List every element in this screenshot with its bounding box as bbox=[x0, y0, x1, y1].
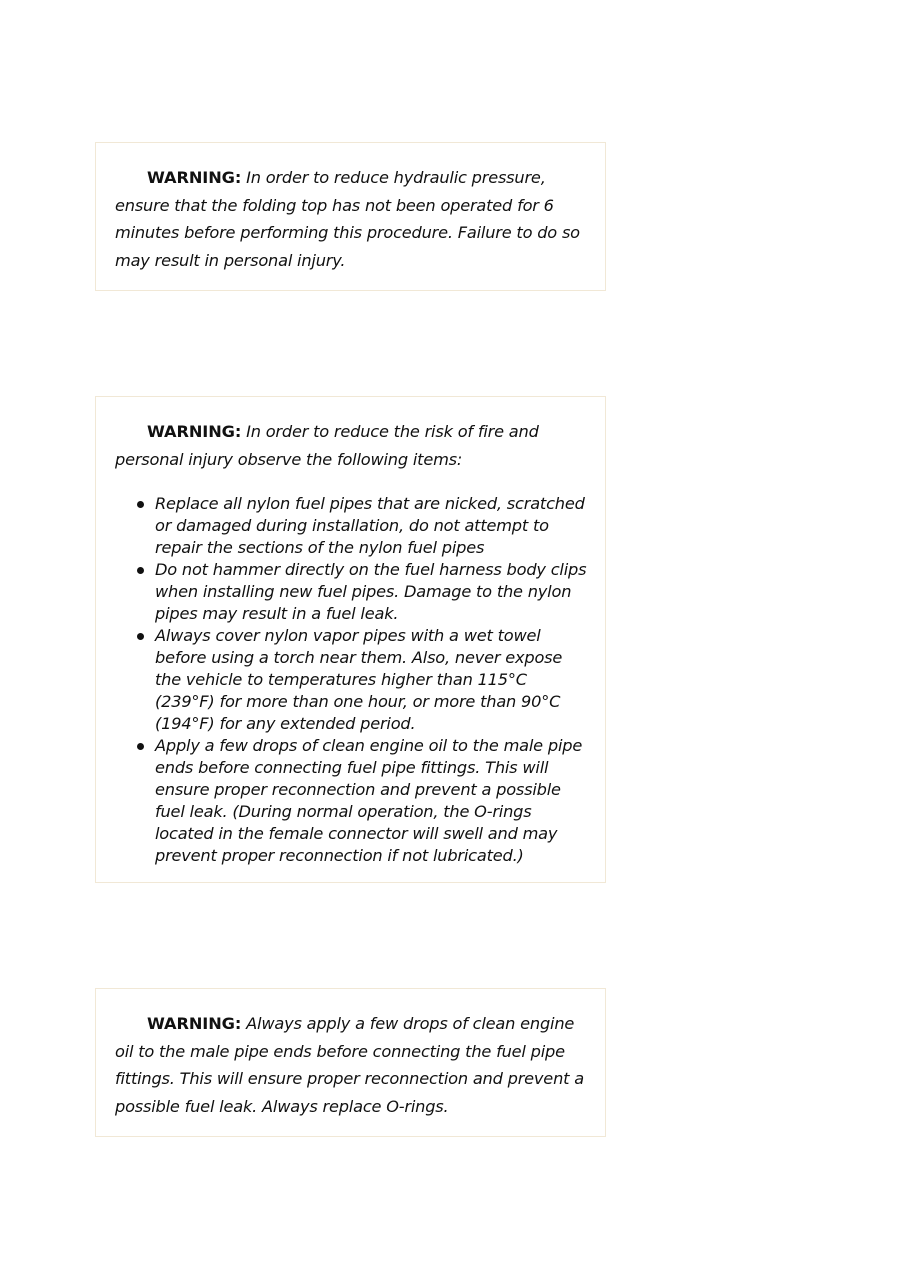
list-item-text: Apply a few drops of clean engine oil to the male pipe ends before connecting fuel pipe fittings. This will ensure proper reconnection and prevent a possible fuel leak. (During normal operation, the O-rings located in the female connector will swell and may prevent proper reconnection if not lubricated.) bbox=[155, 736, 583, 865]
list-item bbox=[155, 493, 587, 559]
warning-paragraph bbox=[115, 164, 587, 274]
list-item-text: Always cover nylon vapor pipes with a wet towel before using a torch near them. Also, never expose the vehicle to temperatures higher than 115°C (239°F) for more than one hour, or more than 90°C (194°F) for any extended period. bbox=[155, 626, 563, 733]
bullet-icon bbox=[137, 743, 144, 750]
bullet-icon bbox=[137, 501, 144, 508]
warning-box-hydraulic-pressure bbox=[95, 142, 606, 291]
warning-label: WARNING: bbox=[147, 422, 242, 441]
warning-items-list bbox=[115, 493, 587, 867]
list-item-text: Replace all nylon fuel pipes that are nicked, scratched or damaged during installation, do not attempt to repair the sections of the nylon fuel pipes bbox=[155, 494, 585, 557]
warning-box-engine-oil bbox=[95, 988, 606, 1137]
bullet-icon bbox=[137, 567, 144, 574]
warning-text: Always apply a few drops of clean engine oil to the male pipe ends before connecting the fuel pipe fittings. This will ensure proper reconnection and prevent a possible fuel leak. Always replace O-rings. bbox=[115, 1014, 584, 1116]
list-item bbox=[155, 625, 587, 735]
warning-box-fire-risk bbox=[95, 396, 606, 883]
warning-text: In order to reduce the risk of fire and personal injury observe the following items: bbox=[115, 422, 539, 469]
warning-text: In order to reduce hydraulic pressure, ensure that the folding top has not been operated for 6 minutes before performing this procedure. Failure to do so may result in personal injury. bbox=[115, 168, 580, 270]
list-item-text: Do not hammer directly on the fuel harness body clips when installing new fuel pipes. Damage to the nylon pipes may result in a fuel leak. bbox=[155, 560, 587, 623]
warning-paragraph bbox=[115, 1010, 587, 1120]
bullet-icon bbox=[137, 633, 144, 640]
list-item bbox=[155, 559, 587, 625]
list-item bbox=[155, 735, 587, 867]
warning-paragraph bbox=[115, 418, 587, 473]
warning-label: WARNING: bbox=[147, 168, 242, 187]
warning-label: WARNING: bbox=[147, 1014, 242, 1033]
